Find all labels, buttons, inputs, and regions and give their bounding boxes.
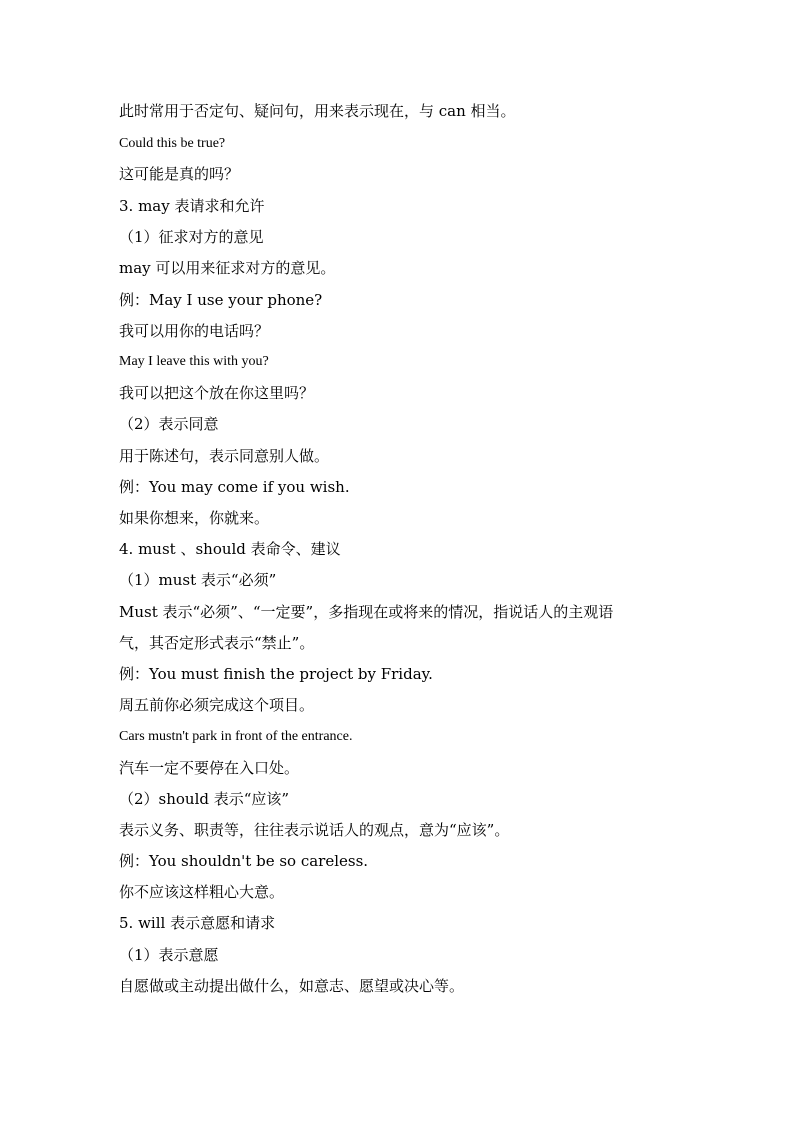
paragraph-line: 气，其否定形式表示“禁止”。	[119, 634, 315, 652]
example-sentence: 例：May I use your phone?	[119, 291, 323, 309]
subheading: （1）must 表示“必须”	[119, 571, 277, 589]
example-sentence: 例：You shouldn't be so careless.	[119, 852, 369, 870]
paragraph-line: 此时常用于否定句、疑问句，用来表示现在，与 can 相当。	[119, 102, 516, 120]
paragraph-line: may 可以用来征求对方的意见。	[119, 259, 336, 277]
example-sentence: Cars mustn't park in front of the entrance.	[119, 729, 353, 744]
translation-line: 如果你想来，你就来。	[119, 509, 270, 527]
paragraph-line: Must 表示“必须”、“一定要”，多指现在或将来的情况，指说话人的主观语	[119, 603, 614, 621]
translation-line: 我可以用你的电话吗？	[119, 322, 270, 340]
section-heading-may: 3. may 表请求和允许	[119, 197, 265, 215]
subheading: （1）表示意愿	[119, 946, 219, 964]
subheading: （2）should 表示“应该”	[119, 790, 290, 808]
translation-line: 周五前你必须完成这个项目。	[119, 696, 315, 714]
section-heading-must-should: 4. must 、should 表命令、建议	[119, 540, 341, 558]
translation-line: 汽车一定不要停在入口处。	[119, 759, 300, 777]
translation-line: 你不应该这样粗心大意。	[119, 883, 285, 901]
example-sentence: 例：You must finish the project by Friday.	[119, 665, 433, 683]
translation-line: 我可以把这个放在你这里吗？	[119, 384, 315, 402]
paragraph-line: 表示义务、职责等，往往表示说话人的观点，意为“应该”。	[119, 821, 510, 839]
example-sentence: 例：You may come if you wish.	[119, 478, 350, 496]
subheading: （2）表示同意	[119, 415, 219, 433]
paragraph-line: 用于陈述句，表示同意别人做。	[119, 447, 330, 465]
example-sentence: May I leave this with you?	[119, 354, 269, 369]
paragraph-line: 自愿做或主动提出做什么，如意志、愿望或决心等。	[119, 977, 465, 995]
subheading: （1）征求对方的意见	[119, 228, 264, 246]
example-sentence: Could this be true?	[119, 136, 226, 151]
section-heading-will: 5. will 表示意愿和请求	[119, 914, 276, 932]
translation-line: 这可能是真的吗？	[119, 165, 240, 183]
